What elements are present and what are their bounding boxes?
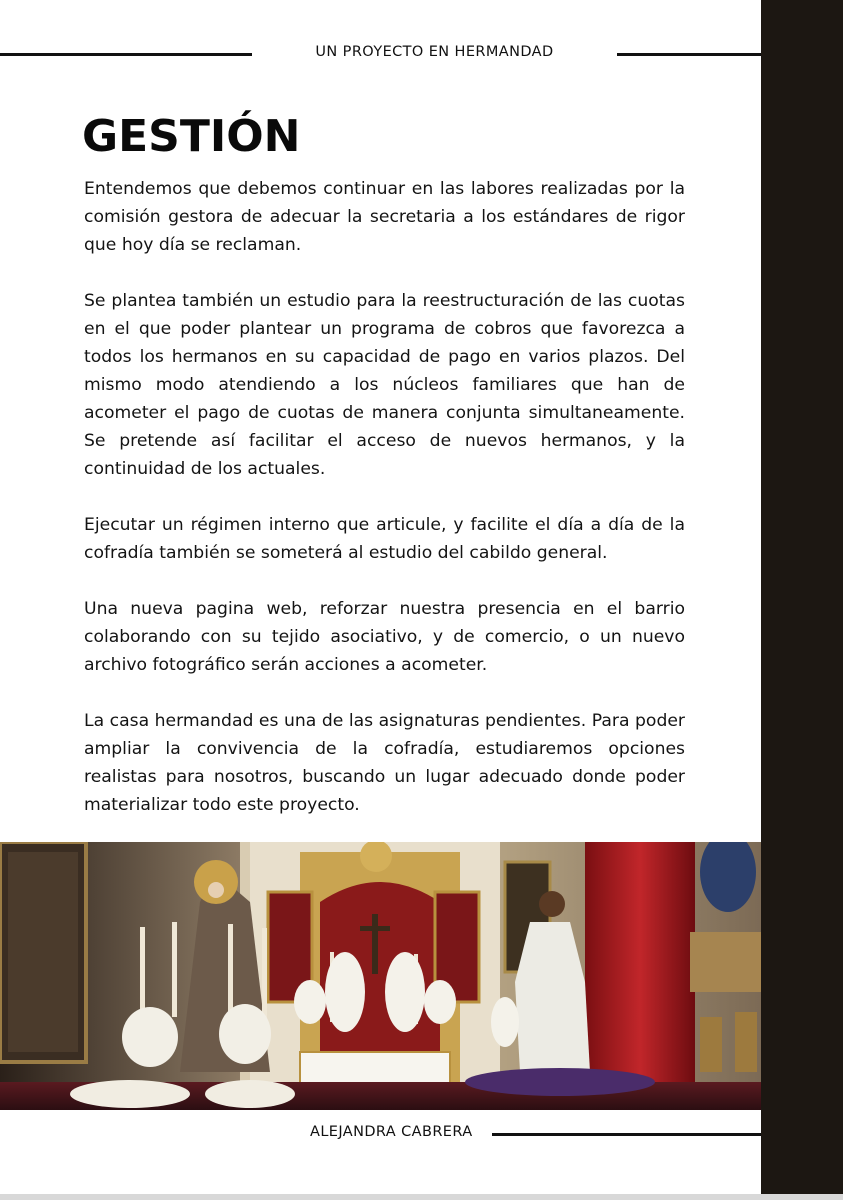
paragraph-regimen-interno: Ejecutar un régimen interno que articule, y facilite el día a día de la cofradía también se someterá al estudio del cabildo general. xyxy=(84,515,685,563)
church-altar-illustration xyxy=(0,842,761,1110)
footer-rule xyxy=(492,1133,761,1136)
body-text xyxy=(84,175,685,847)
church-altar-photo xyxy=(0,842,761,1110)
page-title: GESTIÓN xyxy=(82,111,301,162)
paragraph-casa-hermandad: La casa hermandad es una de las asignaturas pendientes. Para poder ampliar la convivencia de la cofradía, estudiaremos opciones realistas para nosotros, buscando un lugar adecuado donde poder materializar todo este proyecto. xyxy=(84,711,685,815)
paragraph-cuotas: Se plantea también un estudio para la reestructuración de las cuotas en el que poder plantear un programa de cobros que favorezca a todos los hermanos en su capacidad de pago en varios plazos. Del mismo modo atendiendo a los núcleos familiares que han de acometer el pago de cuotas de manera conjunta simultaneamente. Se pretende así facilitar el acceso de nuevos hermanos, y la continuidad de los actuales. xyxy=(84,291,685,479)
paragraph-pagina-web: Una nueva pagina web, reforzar nuestra presencia en el barrio colaborando con su tejido asociativo, y de comercio, o un nuevo archivo fotográfico serán acciones a acometer. xyxy=(84,599,685,675)
header-title: UN PROYECTO EN HERMANDAD xyxy=(315,44,554,60)
right-sidebar-band xyxy=(761,0,843,1200)
footer-author: ALEJANDRA CABRERA xyxy=(310,1124,473,1140)
header-rule-left xyxy=(0,53,252,56)
header-rule-right xyxy=(617,53,761,56)
paragraph-secretaria: Entendemos que debemos continuar en las labores realizadas por la comisión gestora de adecuar la secretaria a los estándares de rigor que hoy día se reclaman. xyxy=(84,179,685,255)
page-bottom-edge xyxy=(0,1194,843,1200)
